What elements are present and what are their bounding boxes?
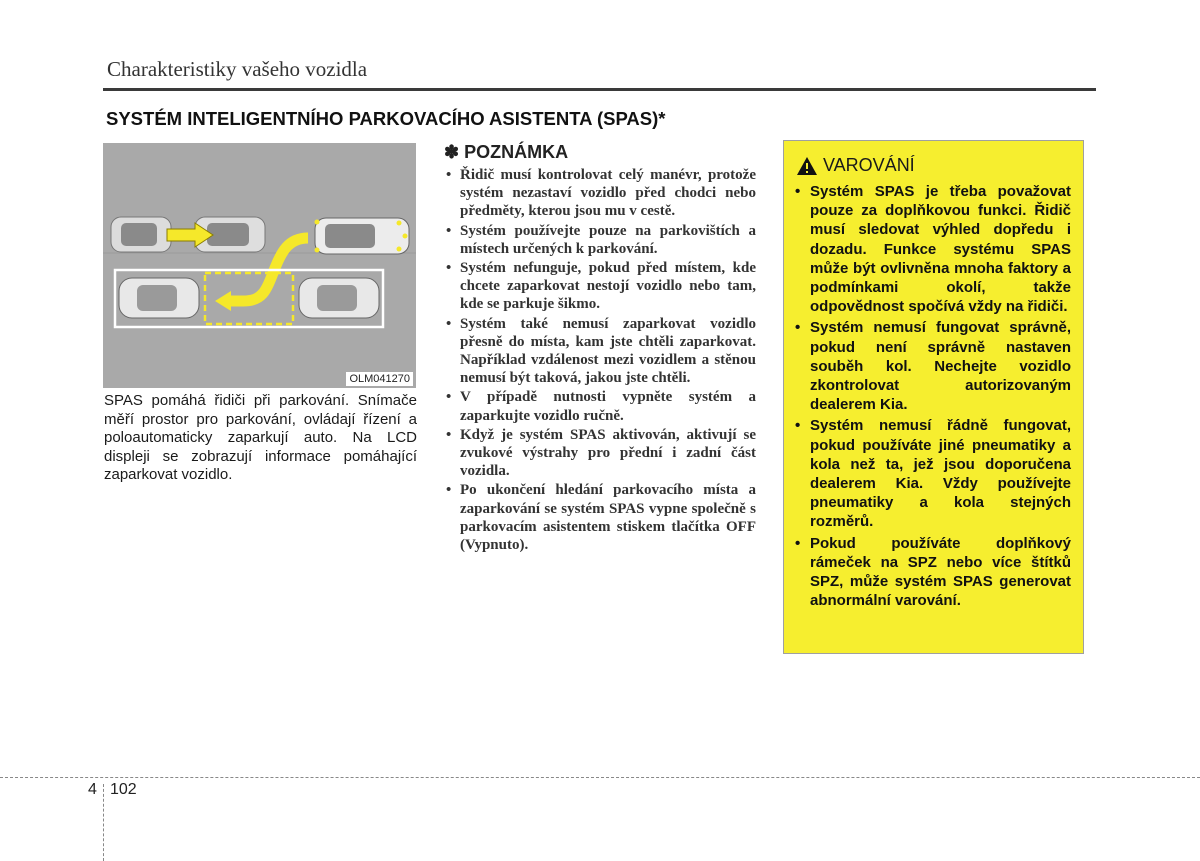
note-item: • Když je systém SPAS aktivován, aktivují se zvukové výstrahy pro přední i zadní část vozidla. [444,426,756,481]
chapter-number: 4 [88,781,97,798]
section-title: SYSTÉM INTELIGENTNÍHO PARKOVACÍHO ASISTENTA (SPAS)* [106,108,666,129]
note-list [444,166,756,554]
warning-item: • Systém SPAS je třeba považovat pouze za doplňkovou funkci. Řidič musí sledovat výhled dopředu i dozadu. Funkce systému SPAS může být ovlivněna mnoha faktory a podmínkami okolí, takže odpovědnost spočívá vždy na řidiči. [794,182,1071,316]
note-section [444,142,756,555]
warning-item: • Pokud používáte doplňkový rámeček na SPZ nebo více štítků SPZ, může systém SPAS generovat abnormální varování. [794,534,1071,611]
running-header: Charakteristiky vašeho vozidla [107,57,368,81]
parking-diagram [103,143,416,388]
car-start [111,217,171,252]
note-item: • Systém používejte pouze na parkovištích a místech určených k parkování. [444,222,756,258]
page-number: 102 [110,781,137,798]
footer-rule [0,777,1200,778]
note-item: • Řidič musí kontrolovat celý manévr, protože systém nezastaví vozidlo před chodci nebo předměty, kterou jsou mu v cestě. [444,166,756,221]
parked-car-left [119,278,199,318]
footer-divider [103,784,104,861]
parked-car-right [299,278,379,318]
warning-list [794,182,1071,610]
car-turning [315,218,410,254]
warning-triangle-icon [796,156,818,176]
warning-box [783,140,1084,654]
note-item: • Systém také nemusí zaparkovat vozidlo přesně do místa, kam jste chtěli zaparkovat. Například vzdálenost mezi vozidlem a stěnou nemusí být taková, jakou jste chtěli. [444,315,756,388]
intro-paragraph: SPAS pomáhá řidiči při parkování. Snímače měří prostor pro parkování, ovládají řízení a poloautomaticky zaparkují auto. Na LCD displeji se zobrazují informace pomáhající zaparkovat vozidlo. [104,392,417,484]
note-heading: ✽ POZNÁMKA [444,142,569,162]
warning-item: • Systém nemusí řádně fungovat, pokud používáte jiné pneumatiky a kola než ta, jež jsou doporučena dealerem Kia. Vždy používejte pneumatiky a kola stejných rozměrů. [794,416,1071,531]
note-item: • Po ukončení hledání parkovacího místa a zaparkování se systém SPAS vypne společně s parkovacím asistentem stiskem tlačítka OFF (Vypnuto). [444,481,756,554]
header-rule [103,88,1096,91]
figure-code: OLM041270 [346,372,413,386]
warning-heading: VAROVÁNÍ [823,155,915,175]
parking-illustration [103,143,416,388]
warning-item: • Systém nemusí fungovat správně, pokud není správně nastaven souběh kol. Nechejte vozidlo zkontrolovat autorizovaným dealerem Kia. [794,318,1071,414]
warning-header [796,155,1071,176]
note-item: • V případě nutnosti vypněte systém a zaparkujte vozidlo ručně. [444,388,756,424]
note-item: • Systém nefunguje, pokud před místem, kde chcete zaparkovat nestojí vozidlo nebo tam, kde se parkuje šikmo. [444,259,756,314]
